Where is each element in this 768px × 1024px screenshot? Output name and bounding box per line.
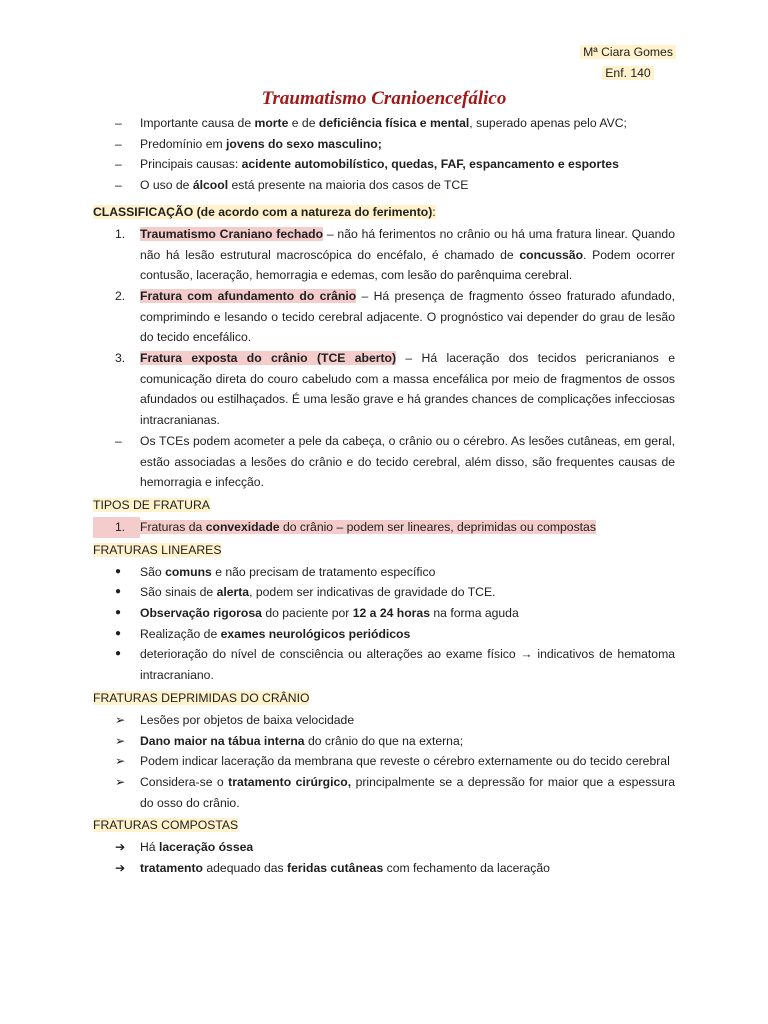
compostas-item: ➔ Há laceração óssea <box>93 837 675 858</box>
chevron-marker: ➢ <box>115 774 126 789</box>
dash-marker: – <box>115 433 122 448</box>
dash-marker: – <box>115 178 122 193</box>
arrow-marker: ➔ <box>115 840 126 855</box>
page-title: Traumatismo Cranioencefálico <box>261 88 507 109</box>
deprimidas-item: ➢ Lesões por objetos de baixa velocidade <box>93 710 675 731</box>
intro-item: – Principais causas: acidente automobilístico, quedas, FAF, espancamento e esportes <box>93 154 675 175</box>
classification-item: 1. Traumatismo Craniano fechado – não há ferimentos no crânio ou há uma fratura linear. Quando não há lesão estrutural macroscópica do encéfalo, é chamado de concussão. Podem ocorrer contusão, laceração, hemorragia e edemas, com lesão do parênquima cerebral. <box>115 226 675 283</box>
classification-item: 3. Fratura exposta do crânio (TCE aberto) – Há laceração dos tecidos pericranianos e comunicação direta do couro cabeludo com a massa encefálica por meio de fragmentos de ossos afundados ou estilhaçados. É uma lesão grave e há grandes chances de complicações infecciosas intracranianas. <box>115 351 675 428</box>
intro-item: – Predomínio em jovens do sexo masculino; <box>93 134 675 155</box>
bullet-marker: ● <box>115 565 122 577</box>
lineares-item: ● São sinais de alerta, podem ser indicativas de gravidade do TCE. <box>93 582 675 603</box>
section-heading-lineares: FRATURAS LINEARES <box>93 542 222 557</box>
lineares-item: ● São comuns e não precisam de tratamento específico <box>93 562 675 583</box>
section-heading-classificacao: CLASSIFICAÇÃO (de acordo com a natureza do ferimento): <box>93 204 436 219</box>
classification-item: 2. Fratura com afundamento do crânio – Há presença de fragmento ósseo fraturado afundado, comprimindo e lesando o tecido cerebral adjacente. O prognóstico vai depender do grau de lesão do tecido encefálico. <box>115 288 675 345</box>
deprimidas-item: ➢ Podem indicar laceração da membrana que reveste o cérebro externamente ou do tecido cerebral <box>93 751 675 772</box>
dash-marker: – <box>115 157 122 172</box>
bullet-marker: ● <box>115 607 122 619</box>
author-block <box>578 42 678 84</box>
bullet-marker: ● <box>115 648 122 660</box>
chevron-marker: ➢ <box>115 733 126 748</box>
lineares-item: ● Realização de exames neurológicos periódicos <box>93 624 675 645</box>
section-heading-compostas: FRATURAS COMPOSTAS <box>93 818 239 833</box>
author-name: Mª Ciara Gomes <box>580 45 676 59</box>
intro-item: – O uso de álcool está presente na maioria dos casos de TCE <box>93 175 675 196</box>
arrow-marker: ➔ <box>115 861 126 876</box>
tipos-item: 1. Fraturas da convexidade do crânio – podem ser lineares, deprimidas ou compostas <box>93 517 675 538</box>
section-heading-deprimidas: FRATURAS DEPRIMIDAS DO CRÂNIO <box>93 690 310 705</box>
section-heading-tipos: TIPOS DE FRATURA <box>93 497 210 512</box>
document-body <box>93 113 675 879</box>
dash-marker: – <box>115 136 122 151</box>
author-course: Enf. 140 <box>602 66 653 80</box>
dash-marker: – <box>115 116 122 130</box>
intro-item: – Importante causa de morte e de deficiência física e mental, superado apenas pelo AVC; <box>93 113 675 134</box>
deprimidas-item: ➢ Dano maior na tábua interna do crânio do que na externa; <box>93 731 675 752</box>
classification-note: – Os TCEs podem acometer a pele da cabeça, o crânio ou o cérebro. As lesões cutâneas, em geral, estão associadas a lesões do crânio e do tecido cerebral, além disso, são frequentes causas de hemorragia e infecção. <box>93 431 675 493</box>
bullet-marker: ● <box>115 627 122 639</box>
deprimidas-item: ➢ Considera-se o tratamento cirúrgico, principalmente se a depressão for maior que a espessura do osso do crânio. <box>93 772 675 813</box>
chevron-marker: ➢ <box>115 754 126 769</box>
lineares-item: ● Observação rigorosa do paciente por 12 a 24 horas na forma aguda <box>93 603 675 624</box>
bullet-marker: ● <box>115 586 122 598</box>
compostas-item: ➔ tratamento adequado das feridas cutâneas com fechamento da laceração <box>93 858 675 879</box>
lineares-item: ● deterioração do nível de consciência ou alterações ao exame físico → indicativos de hematoma intracraniano. <box>93 644 675 685</box>
chevron-marker: ➢ <box>115 712 126 727</box>
